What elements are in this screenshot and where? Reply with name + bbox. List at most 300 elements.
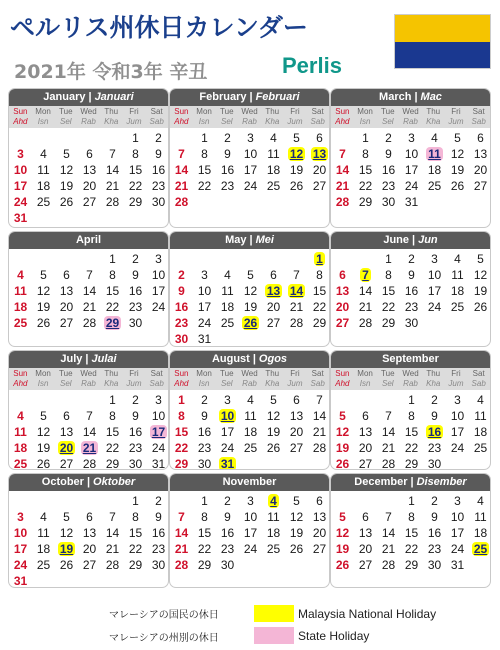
day-cell: 20	[358, 542, 373, 556]
day-cell: 14	[105, 163, 120, 177]
day-cell: 28	[174, 195, 189, 209]
day-cell: 5	[339, 510, 346, 524]
day-cell: 11	[267, 147, 280, 161]
weekday-label: Sun Ahd	[174, 369, 189, 388]
day-cell: 19	[289, 163, 304, 177]
day-cell: 5	[339, 409, 346, 423]
day-cell: 27	[473, 179, 488, 193]
day-cell: 21	[381, 542, 396, 556]
month-separator: |	[412, 234, 416, 246]
day-grid	[331, 128, 490, 210]
day-cell: 24	[404, 179, 419, 193]
day-cell: 4	[40, 510, 47, 524]
day-cell: 13	[266, 284, 281, 298]
day-cell: 23	[174, 316, 189, 330]
day-cell: 2	[224, 131, 231, 145]
legend-state-en: State Holiday	[298, 629, 370, 643]
day-cell: 16	[151, 526, 166, 540]
empty-day	[78, 130, 101, 146]
day-cell: 11	[428, 147, 441, 161]
day-cell: 29	[358, 195, 373, 209]
day-cell: 4	[270, 131, 277, 145]
month-name: September	[382, 353, 439, 365]
day-cell: 26	[450, 179, 465, 193]
weekday-label: Fri Jum	[126, 107, 142, 126]
day-cell: 6	[270, 268, 277, 282]
day-cell: 23	[381, 179, 396, 193]
month-title	[170, 232, 329, 249]
day-cell: 18	[473, 425, 488, 439]
day-cell: 8	[132, 147, 139, 161]
month-name: December	[354, 476, 408, 488]
day-cell: 29	[197, 558, 212, 572]
day-cell: 14	[105, 526, 120, 540]
day-cell: 24	[450, 542, 465, 556]
day-cell: 1	[132, 494, 139, 508]
day-cell: 28	[381, 457, 396, 470]
day-cell: 25	[13, 316, 28, 330]
day-cell: 18	[450, 284, 465, 298]
day-cell: 9	[155, 510, 162, 524]
day-cell: 28	[82, 316, 97, 330]
day-cell: 3	[155, 252, 162, 266]
empty-day	[377, 392, 400, 408]
day-cell: 27	[312, 179, 327, 193]
perlis-flag-icon	[394, 14, 491, 69]
day-cell: 23	[128, 300, 143, 314]
day-cell: 10	[151, 409, 166, 423]
day-cell: 21	[358, 300, 373, 314]
day-cell: 18	[13, 441, 28, 455]
day-cell: 4	[454, 252, 461, 266]
day-cell: 27	[289, 441, 304, 455]
day-cell: 2	[178, 268, 185, 282]
day-cell: 16	[404, 284, 419, 298]
day-cell: 26	[266, 441, 281, 455]
day-cell: 1	[408, 393, 415, 407]
day-cell: 9	[408, 268, 415, 282]
day-cell: 14	[289, 284, 304, 298]
day-grid	[170, 128, 329, 210]
day-cell: 4	[477, 494, 484, 508]
month-title	[9, 351, 168, 368]
day-cell: 11	[14, 284, 27, 298]
day-cell: 21	[105, 179, 120, 193]
day-cell: 10	[220, 409, 235, 423]
day-cell: 1	[178, 393, 185, 407]
day-cell: 20	[289, 425, 304, 439]
month-name: June	[383, 234, 410, 246]
month-title	[331, 232, 490, 249]
day-cell: 1	[201, 494, 208, 508]
weekday-label: Tue Sel	[59, 107, 73, 126]
day-cell: 3	[17, 147, 24, 161]
day-cell: 10	[151, 268, 166, 282]
empty-day	[170, 130, 193, 146]
day-cell: 16	[427, 425, 442, 439]
day-cell: 27	[312, 542, 327, 556]
day-cell: 4	[224, 268, 231, 282]
day-cell: 22	[197, 542, 212, 556]
day-cell: 18	[243, 425, 258, 439]
weekday-label: Sat Sab	[471, 107, 486, 126]
day-cell: 27	[335, 316, 350, 330]
day-cell: 19	[36, 441, 51, 455]
empty-day	[331, 130, 354, 146]
empty-day	[377, 493, 400, 509]
day-cell: 21	[174, 542, 189, 556]
weekday-label: Thu Kha	[265, 107, 280, 126]
day-cell: 7	[178, 510, 185, 524]
month-local-name: Ogos	[258, 353, 288, 365]
day-cell: 27	[266, 316, 281, 330]
day-cell: 25	[36, 195, 51, 209]
empty-day	[170, 493, 193, 509]
weekday-header	[170, 106, 329, 128]
day-cell: 21	[289, 300, 304, 314]
day-cell: 29	[105, 457, 120, 470]
day-cell: 4	[247, 393, 254, 407]
month-local-name: Mac	[420, 91, 442, 103]
weekday-label: Mon Isn	[357, 107, 373, 126]
day-cell: 20	[82, 179, 97, 193]
day-cell: 12	[36, 284, 51, 298]
day-cell: 14	[174, 163, 189, 177]
day-cell: 18	[266, 526, 281, 540]
month-title	[331, 474, 490, 491]
day-cell: 14	[381, 425, 396, 439]
day-cell: 2	[408, 252, 415, 266]
month-local-name: Januari	[94, 91, 134, 103]
day-cell: 13	[312, 147, 327, 161]
month-title	[331, 89, 490, 106]
month-title	[9, 232, 168, 249]
day-cell: 27	[59, 316, 74, 330]
day-cell: 7	[86, 268, 93, 282]
day-cell: 15	[105, 425, 120, 439]
day-cell: 1	[109, 252, 116, 266]
day-cell: 8	[109, 268, 116, 282]
month-january	[8, 88, 169, 228]
day-cell: 10	[450, 409, 465, 423]
day-cell: 6	[316, 131, 323, 145]
weekday-header	[331, 368, 490, 390]
day-cell: 10	[243, 510, 258, 524]
day-cell: 9	[155, 147, 162, 161]
day-cell: 22	[128, 179, 143, 193]
day-cell: 26	[335, 558, 350, 572]
empty-day	[262, 251, 285, 267]
empty-day	[32, 130, 55, 146]
day-cell: 12	[335, 425, 350, 439]
legend-national-jp: マレーシアの国民の休日	[109, 610, 219, 621]
day-cell: 19	[36, 300, 51, 314]
day-cell: 24	[197, 316, 212, 330]
day-cell: 12	[450, 147, 465, 161]
day-cell: 29	[404, 558, 419, 572]
month-local-name: Mei	[255, 234, 274, 246]
weekday-label: Wed Rab	[241, 369, 258, 388]
weekday-label: Wed Rab	[402, 107, 419, 126]
weekday-label: Tue Sel	[381, 107, 395, 126]
day-grid	[170, 491, 329, 573]
day-cell: 17	[151, 284, 166, 298]
day-cell: 3	[17, 510, 24, 524]
month-july	[8, 350, 169, 470]
empty-day	[55, 493, 78, 509]
day-cell: 17	[197, 300, 212, 314]
day-cell: 10	[13, 163, 28, 177]
day-cell: 15	[128, 163, 143, 177]
day-cell: 19	[473, 284, 488, 298]
day-cell: 15	[197, 526, 212, 540]
day-cell: 17	[450, 425, 465, 439]
day-cell: 22	[381, 300, 396, 314]
day-cell: 30	[151, 195, 166, 209]
day-cell: 27	[59, 457, 74, 470]
day-cell: 21	[174, 179, 189, 193]
day-cell: 9	[431, 510, 438, 524]
day-cell: 5	[477, 252, 484, 266]
month-october	[8, 473, 169, 588]
day-cell: 13	[358, 425, 373, 439]
day-cell: 23	[427, 542, 442, 556]
month-name: July	[60, 353, 83, 365]
day-cell: 13	[59, 425, 74, 439]
day-cell: 24	[13, 195, 28, 209]
day-cell: 14	[358, 284, 373, 298]
empty-day	[101, 493, 124, 509]
day-cell: 19	[335, 441, 350, 455]
day-cell: 5	[293, 131, 300, 145]
legend-state-jp: マレーシアの州別の休日	[109, 633, 219, 644]
day-cell: 25	[266, 179, 281, 193]
day-cell: 2	[132, 393, 139, 407]
day-cell: 11	[267, 510, 280, 524]
day-cell: 30	[404, 316, 419, 330]
day-cell: 16	[174, 300, 189, 314]
flag-blue-band	[395, 42, 490, 69]
day-cell: 25	[473, 542, 488, 556]
day-cell: 14	[381, 526, 396, 540]
day-cell: 2	[155, 131, 162, 145]
day-cell: 10	[13, 526, 28, 540]
month-local-name: Disember	[416, 476, 467, 488]
day-cell: 30	[128, 316, 143, 330]
day-cell: 27	[358, 457, 373, 470]
day-cell: 31	[450, 558, 465, 572]
month-june	[330, 231, 491, 347]
month-separator: |	[86, 476, 91, 488]
legend-state-swatch	[254, 627, 294, 644]
day-cell: 1	[132, 131, 139, 145]
day-cell: 20	[335, 300, 350, 314]
day-cell: 5	[270, 393, 277, 407]
day-cell: 17	[243, 526, 258, 540]
day-cell: 7	[316, 393, 323, 407]
day-cell: 13	[335, 284, 350, 298]
day-cell: 14	[82, 425, 97, 439]
day-cell: 17	[450, 526, 465, 540]
day-cell: 2	[155, 494, 162, 508]
weekday-label: Mon Isn	[357, 369, 373, 388]
day-cell: 23	[220, 542, 235, 556]
day-cell: 22	[358, 179, 373, 193]
empty-day	[32, 493, 55, 509]
day-cell: 7	[109, 510, 116, 524]
day-cell: 8	[178, 409, 185, 423]
day-cell: 3	[454, 393, 461, 407]
day-cell: 4	[17, 268, 24, 282]
month-name: November	[222, 476, 277, 488]
empty-day	[78, 251, 101, 267]
day-cell: 5	[63, 147, 70, 161]
day-cell: 5	[40, 268, 47, 282]
day-cell: 7	[362, 268, 369, 282]
empty-day	[193, 251, 216, 267]
weekday-label: Sat Sab	[310, 369, 325, 388]
day-cell: 4	[270, 494, 277, 508]
day-cell: 2	[385, 131, 392, 145]
weekday-label: Tue Sel	[220, 107, 234, 126]
day-cell: 20	[59, 300, 74, 314]
day-cell: 30	[220, 558, 235, 572]
day-cell: 23	[197, 441, 212, 455]
day-cell: 29	[128, 558, 143, 572]
day-cell: 26	[289, 179, 304, 193]
day-cell: 28	[82, 457, 97, 470]
day-cell: 5	[293, 494, 300, 508]
empty-day	[9, 392, 32, 408]
empty-day	[354, 251, 377, 267]
day-cell: 9	[132, 409, 139, 423]
day-cell: 18	[220, 300, 235, 314]
day-cell: 28	[174, 558, 189, 572]
state-name: Perlis	[282, 53, 342, 78]
day-grid	[331, 249, 490, 331]
month-title	[170, 351, 329, 368]
day-cell: 8	[316, 268, 323, 282]
weekday-label: Fri Jum	[287, 107, 303, 126]
month-local-name: Jun	[418, 234, 438, 246]
day-cell: 9	[178, 284, 185, 298]
legend-national-en: Malaysia National Holiday	[298, 607, 437, 621]
day-cell: 30	[427, 558, 442, 572]
day-cell: 9	[132, 268, 139, 282]
day-cell: 9	[431, 409, 438, 423]
day-cell: 6	[477, 131, 484, 145]
month-name: May	[225, 234, 247, 246]
day-cell: 27	[358, 558, 373, 572]
day-cell: 7	[385, 409, 392, 423]
day-cell: 23	[151, 542, 166, 556]
day-cell: 22	[128, 542, 143, 556]
day-cell: 12	[289, 510, 304, 524]
month-title	[331, 351, 490, 368]
day-cell: 1	[408, 494, 415, 508]
day-cell: 1	[316, 252, 323, 266]
day-cell: 22	[312, 300, 327, 314]
day-cell: 17	[427, 284, 442, 298]
empty-day	[331, 392, 354, 408]
day-cell: 12	[266, 409, 281, 423]
month-separator: |	[85, 353, 89, 365]
day-cell: 12	[36, 425, 51, 439]
weekday-header	[331, 106, 490, 128]
day-cell: 10	[427, 268, 442, 282]
weekday-label: Tue Sel	[381, 369, 395, 388]
day-cell: 21	[105, 542, 120, 556]
day-cell: 24	[243, 542, 258, 556]
day-cell: 6	[86, 510, 93, 524]
day-cell: 30	[381, 195, 396, 209]
day-cell: 22	[174, 441, 189, 455]
day-cell: 29	[105, 316, 120, 330]
day-cell: 19	[450, 163, 465, 177]
day-cell: 6	[86, 147, 93, 161]
weekday-label: Thu Kha	[426, 107, 441, 126]
empty-day	[9, 130, 32, 146]
day-cell: 30	[427, 457, 442, 470]
day-cell: 1	[201, 131, 208, 145]
month-title	[9, 474, 168, 491]
page-title: ペルリス州休日カレンダー	[10, 13, 308, 42]
month-name: August	[211, 353, 250, 365]
day-cell: 7	[385, 510, 392, 524]
day-cell: 6	[63, 409, 70, 423]
weekday-label: Wed Rab	[80, 107, 97, 126]
day-cell: 31	[151, 457, 166, 470]
day-cell: 8	[408, 510, 415, 524]
day-grid	[9, 128, 168, 226]
day-cell: 28	[335, 195, 350, 209]
day-cell: 18	[266, 163, 281, 177]
day-cell: 21	[82, 441, 97, 455]
day-cell: 18	[427, 163, 442, 177]
empty-day	[285, 251, 308, 267]
day-cell: 20	[59, 441, 74, 455]
day-cell: 11	[14, 425, 27, 439]
day-cell: 8	[132, 510, 139, 524]
day-cell: 10	[404, 147, 419, 161]
day-cell: 15	[358, 163, 373, 177]
day-cell: 9	[224, 147, 231, 161]
weekday-label: Sat Sab	[471, 369, 486, 388]
day-cell: 4	[40, 147, 47, 161]
day-cell: 14	[174, 526, 189, 540]
day-cell: 28	[289, 316, 304, 330]
day-cell: 12	[59, 526, 74, 540]
empty-day	[55, 392, 78, 408]
day-cell: 3	[224, 393, 231, 407]
day-cell: 29	[174, 457, 189, 470]
day-cell: 31	[404, 195, 419, 209]
day-cell: 13	[289, 409, 304, 423]
day-cell: 25	[243, 441, 258, 455]
month-separator: |	[249, 91, 253, 103]
day-cell: 25	[36, 558, 51, 572]
day-cell: 20	[473, 163, 488, 177]
day-cell: 14	[82, 284, 97, 298]
day-cell: 12	[473, 268, 488, 282]
day-cell: 9	[385, 147, 392, 161]
day-cell: 20	[266, 300, 281, 314]
day-cell: 28	[105, 558, 120, 572]
empty-day	[354, 493, 377, 509]
day-cell: 24	[151, 300, 166, 314]
month-name: April	[75, 234, 102, 246]
day-cell: 11	[37, 526, 50, 540]
